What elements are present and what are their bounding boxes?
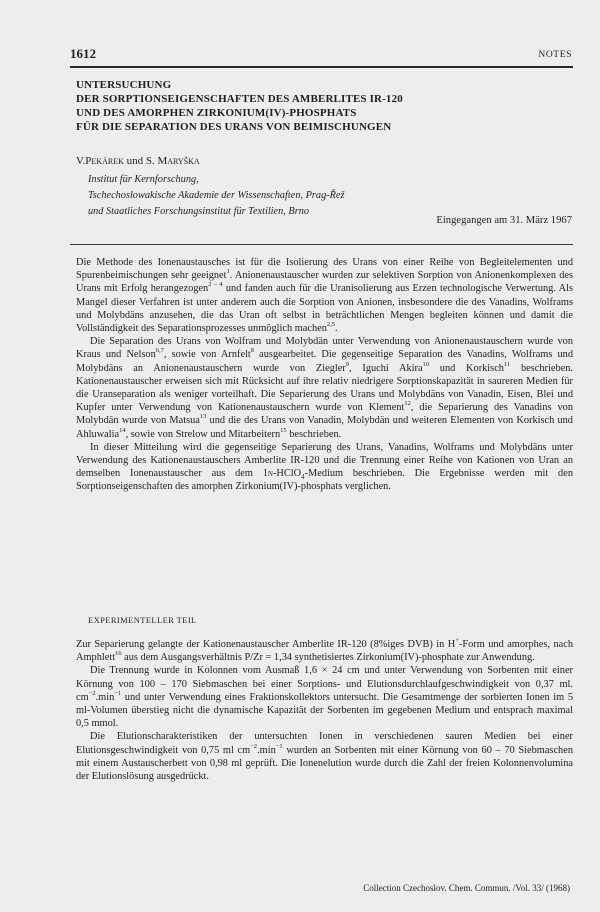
separator-rule	[70, 244, 573, 245]
affiliation-line: Institut für Kernforschung,	[88, 174, 199, 185]
reference: 10	[422, 360, 430, 368]
reference: 13	[199, 413, 207, 421]
paragraph: Die Elutionscharakteristiken der untersuchten Ionen in verschiedenen sauren Medien bei einer Elutionsgeschwindigkeit von 0,75 ml $cm^{-2}.\min^{-1}$ wurden an Sorbenten mit einer Körnung von 60 – 70 Siebmaschen mit einem Austauscherbett von 0,98 ml geprüft. Die Ionenelution wurde durch die Zahl der freien Kolonnenvolumina der Elutionslösung ausgedrückt.	[76, 731, 573, 783]
paragraph: Zur Separierung gelangte der Kationenaustauscher Amberlite IR-120 (8%iges DVB) in H+-Form und amorphes, nach Amphlett$^{16}$ aus dem Ausgangsverhältnis P/Zr = 1,34 synthetisiertes Zirkonium(IV)-phosphate zur Anwendung.	[76, 637, 573, 664]
reference: 2 – 4	[208, 281, 223, 289]
author-2-initial: S.	[145, 155, 158, 167]
paragraph: In dieser Mitteilung wird die gegenseitige Separierung des Urans, Vanadins, Wolframs und Molybdäns unter Verwendung des Kationenaustauschers Amberlite IR-120 und die Trennung einer Reihe von Kationen von Uran an demselben Ionenaustauscher aus dem 1n-HClO$_4$-Medium beschrieben. Die Ergebnisse werden mit den Sorptionseigenschaften des amorphen Zirkonium(IV)-phosphats verglichen.	[76, 441, 573, 493]
article-title	[76, 78, 556, 134]
reference: 16	[115, 650, 122, 658]
reference: 6,7	[155, 347, 164, 355]
paragraph: Die Trennung wurde in Kolonnen vom Ausmaß 1,6 × 24 cm und unter Verwendung von Sorbenten mit einer Körnung von 100 – 170 Siebmaschen bei einer Sorptions- und Elutionsdurchlaufgeschwindigkeit von 0,37 ml. $cm^{-2}.\min^{-1}$ und unter Verwendung eines Fraktionskollektors untersucht. Die Gesamtmenge der sorbierten Ionen im 5 ml-Volumen überstieg nicht die dynamische Kapazität der Sorbenten im gegebenen Medium und entsprach maximal 0,5 mmol.	[76, 665, 573, 730]
received-date: Eingegangen am 31. März 1967	[436, 215, 572, 226]
author-line	[76, 155, 200, 167]
title-line: FÜR DIE SEPARATION DES URANS VON BEIMISCHUNGEN	[76, 121, 392, 133]
page-number: 1612	[70, 46, 96, 61]
header-rule	[70, 66, 573, 68]
experimental-text	[76, 638, 573, 783]
reference: 15	[280, 426, 287, 434]
author-1-initial: V.	[76, 155, 86, 167]
reference: 9	[345, 360, 350, 368]
affiliation	[88, 172, 345, 221]
section-heading: EXPERIMENTELLER TEIL	[88, 615, 197, 625]
reference: 11	[503, 360, 511, 368]
affiliation-line: Tschechoslowakische Akademie der Wissenschaften, Prag-Řež	[88, 190, 345, 202]
reference: 14	[119, 426, 126, 434]
reference: 12	[404, 400, 411, 408]
title-line: UNTERSUCHUNG	[76, 79, 172, 91]
title-line: DER SORPTIONSEIGENSCHAFTEN DES AMBERLITES IR-120	[76, 93, 403, 105]
reference: 2,5	[326, 321, 336, 329]
intro-text	[76, 256, 573, 494]
reference: 1	[226, 268, 230, 276]
journal-citation: Collection Czechoslov. Chem. Commun. /Vol. 33/ (1968)	[363, 883, 570, 893]
reference: 8	[250, 347, 255, 355]
author-connector: und	[123, 155, 146, 167]
paragraph: Die Methode des Ionenaustausches ist für die Isolierung des Urans von einer Reihe von Begleitelementen und Spurenbeimischungen sehr geeignet$^1$. Anionenaustauscher wurden zur selektiven Sorption von Anionenkomplexen des Urans mit Erfolg herangezogen$^{2 - 4}$ und fanden auch für die Uranisolierung aus Erzen technologische Verwertung. Als Mangel dieser Verfahren ist unter anderem auch die Sorption von Anionen, insbesondere die des Vanadins, Wolframs und Molybdäns anzusehen, die das Uran oft selbst in beträchtlichen Mengen begleiten können und damit die Vollständigkeit des Separationsprozesses unmöglich machen$^{2,5}$.	[76, 257, 574, 335]
title-line: UND DES AMORPHEN ZIRKONIUM(IV)-PHOSPHATS	[76, 107, 357, 119]
running-head: NOTES	[538, 50, 572, 60]
author-1-name: Pekárek	[85, 155, 124, 167]
author-2-name: Maryška	[157, 155, 200, 167]
paragraph: Die Separation des Urans von Wolfram und Molybdän unter Verwendung von Anionenaustauschern wurde von Kraus und Nelson$^{6,7}$, sowie von Arnfelt$^8$ ausgearbeitet. Die gegenseitige Separation des Vanadins, Wolframs und Molybdäns an Anionenaustauschern wurde von Ziegler$^9$, Iguchi Akira$^{10}$ und Korkisch$^{11}$ beschrieben. Kationenaustauscher erweisen sich mit Rücksicht auf ihre relativ niedrigere Sorptionskapazität in saureren Medien für die Uranseparation als weniger vorteilhaft. Die Separierung des Urans und Molybdäns von Vanadin, Eisen, Blei und Kupfer unter Verwendung von Kationenaustauschern wurde von Klement$^{12}$, die Separierung des Vanadins von Molybdän wurde von Matsua$^{13}$ und die des Urans von Vanadin, Molybdän und weiteren Elementen von Korkisch und Ahluwalia$^{14}$, sowie von Strelow und Mitarbeitern$^{15}$ beschrieben.	[76, 336, 574, 440]
affiliation-line: und Staatliches Forschungsinstitut für Textilien, Brno	[88, 206, 310, 218]
